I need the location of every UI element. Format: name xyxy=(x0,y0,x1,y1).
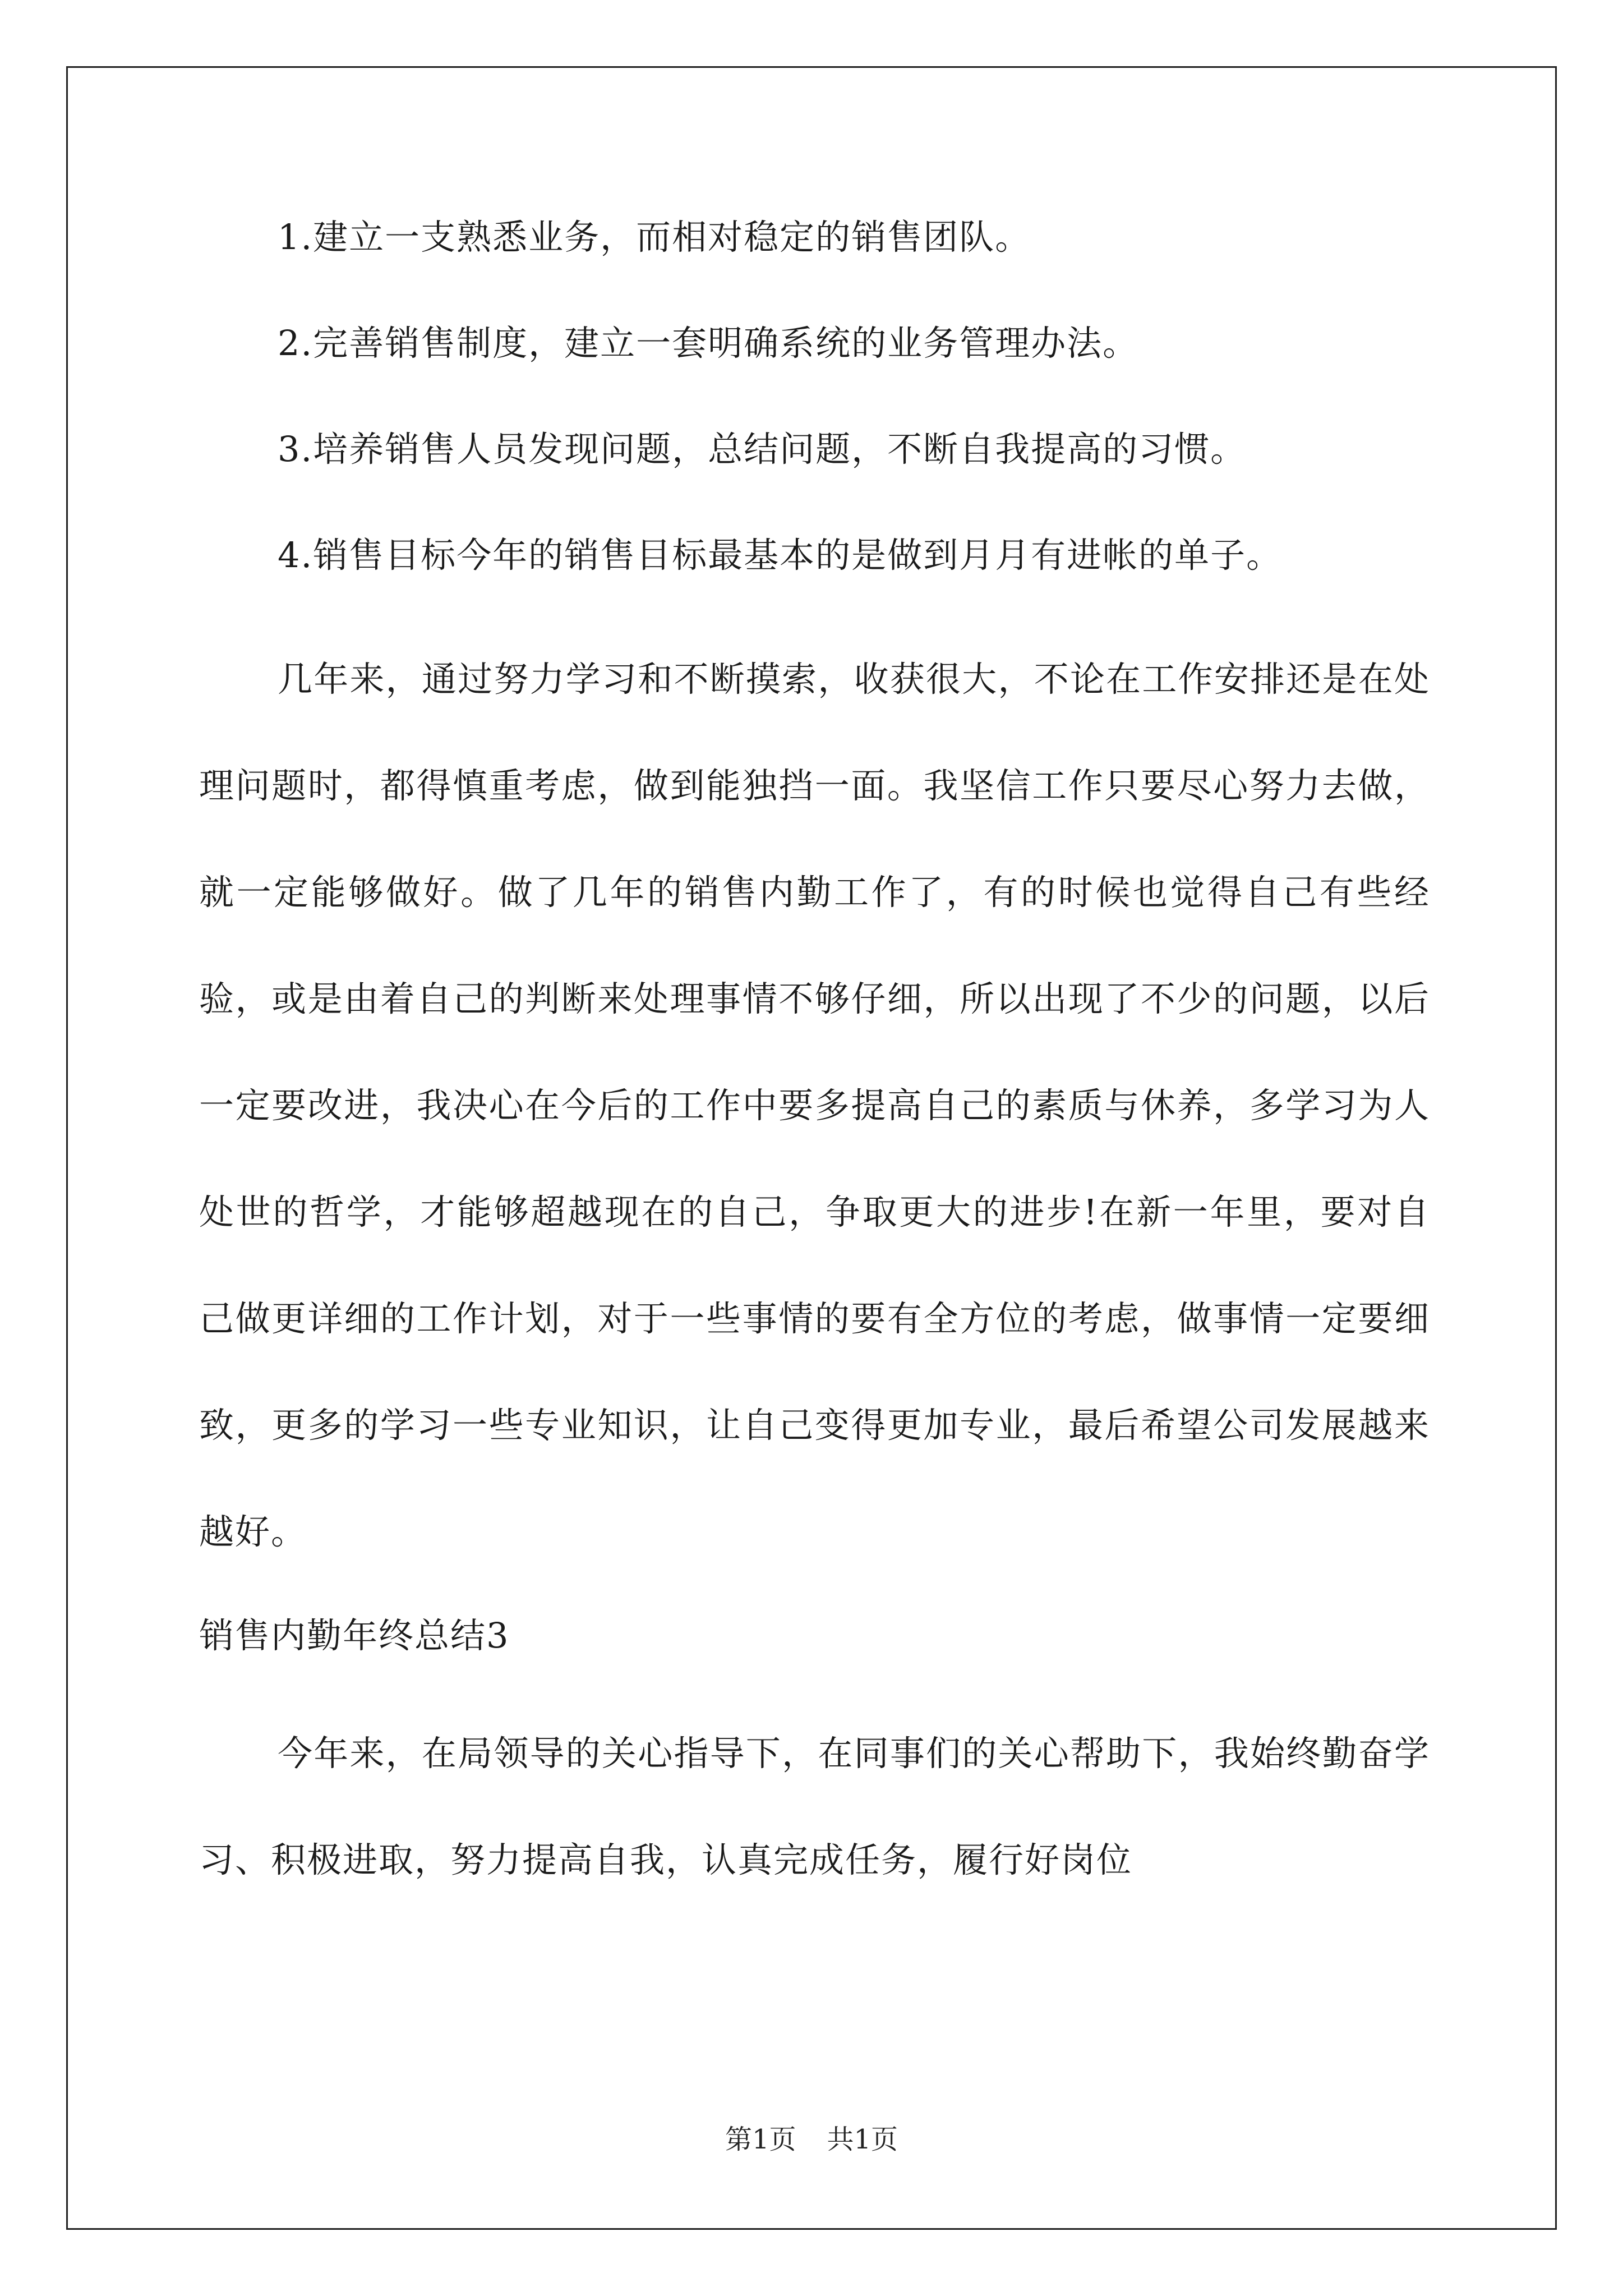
list-item: 1.建立一支熟悉业务，而相对稳定的销售团队。 xyxy=(278,217,1031,257)
list-item: 2.完善销售制度，建立一套明确系统的业务管理办法。 xyxy=(278,323,1139,364)
document-body xyxy=(199,202,1430,1913)
section-heading: 销售内勤年终总结3 xyxy=(199,1615,510,1656)
page-total: 共1页 xyxy=(827,2124,898,2155)
page-footer xyxy=(0,2118,1623,2156)
paragraph: 今年来，在局领导的关心指导下，在同事们的关心帮助下，我始终勤奋学习、积极进取，努力提高自我，认真完成任务，履行好岗位 xyxy=(199,1733,1430,1880)
paragraph: 几年来，通过努力学习和不断摸索，收获很大，不论在工作安排还是在处理问题时，都得慎重考虑，做到能独挡一面。我坚信工作只要尽心努力去做，就一定能够做好。做了几年的销售内勤工作了，有的时候也觉得自己有些经验，或是由着自己的判断来处理事情不够仔细，所以出现了不少的问题，以后一定要改进，我决心在今后的工作中要多提高自己的素质与休养，多学习为人处世的哲学，才能够超越现在的自己，争取更大的进步!在新一年里，要对自己做更详细的工作计划，对于一些事情的要有全方位的考虑，做事情一定要细致，更多的学习一些专业知识，让自己变得更加专业，最后希望公司发展越来越好。 xyxy=(199,659,1430,1552)
list-item: 3.培养销售人员发现问题，总结问题，不断自我提高的习惯。 xyxy=(278,429,1247,470)
page-number: 第1页 xyxy=(725,2124,796,2155)
list-item: 4.销售目标今年的销售目标最基本的是做到月月有进帐的单子。 xyxy=(278,535,1283,576)
